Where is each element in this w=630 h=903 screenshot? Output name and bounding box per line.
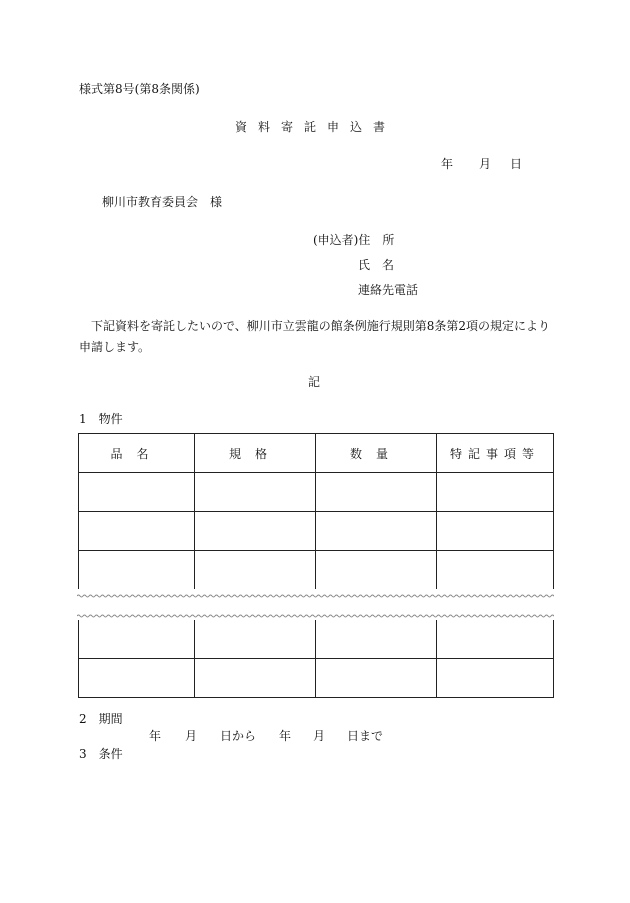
table-cell[interactable]: [437, 473, 554, 512]
table-cell[interactable]: [195, 620, 316, 659]
header-quantity: 数量: [316, 434, 437, 473]
period-to-day: 日まで: [347, 729, 384, 743]
table-row: [79, 473, 554, 512]
table-cell[interactable]: [195, 473, 316, 512]
section-3-heading: 3 条件: [79, 747, 123, 761]
table-cell[interactable]: [437, 512, 554, 551]
table-cell[interactable]: [79, 620, 195, 659]
table-cell[interactable]: [316, 620, 437, 659]
applicant-address-label: (申込者)住 所: [313, 233, 395, 247]
table-cell[interactable]: [316, 551, 437, 590]
table-row: [79, 551, 554, 590]
table-row: [79, 620, 554, 659]
date-day: 日: [510, 157, 523, 171]
header-item-name: 品名: [79, 434, 195, 473]
table-cell[interactable]: [316, 473, 437, 512]
document-title: 資料寄託申込書: [235, 120, 397, 134]
items-table-top: [78, 433, 554, 589]
header-remarks: 特記事項等: [437, 434, 554, 473]
period-to-month: 月: [313, 729, 326, 743]
table-header-row: [79, 434, 554, 473]
section-2-heading: 2 期間: [79, 712, 123, 726]
table-cell[interactable]: [195, 512, 316, 551]
period-from-month: 月: [185, 729, 198, 743]
table-cell[interactable]: [437, 659, 554, 698]
items-table-bottom: [78, 620, 554, 698]
period-from-year: 年: [149, 729, 162, 743]
ki-heading: 記: [308, 375, 321, 389]
table-break-wave: [77, 591, 554, 619]
section-1-heading: 1 物件: [79, 412, 123, 426]
period-to-year: 年: [279, 729, 292, 743]
recipient: 柳川市教育委員会 様: [102, 195, 223, 209]
applicant-phone-label: 連絡先電話: [358, 283, 419, 297]
date-month: 月: [479, 157, 492, 171]
body-text: 下記資料を寄託したいので、柳川市立雲龍の館条例施行規則第8条第2項の規定により申請します。: [79, 319, 551, 354]
table-cell[interactable]: [79, 551, 195, 590]
table-cell[interactable]: [195, 659, 316, 698]
date-year: 年: [441, 157, 454, 171]
table-cell[interactable]: [195, 551, 316, 590]
table-cell[interactable]: [79, 473, 195, 512]
table-row: [79, 659, 554, 698]
table-cell[interactable]: [79, 512, 195, 551]
table-cell[interactable]: [437, 551, 554, 590]
period-from-day: 日から: [220, 729, 257, 743]
table-cell[interactable]: [316, 659, 437, 698]
form-number: 様式第8号(第8条関係): [79, 82, 200, 96]
table-cell[interactable]: [437, 620, 554, 659]
applicant-name-label: 氏 名: [358, 258, 395, 272]
table-cell[interactable]: [316, 512, 437, 551]
table-row: [79, 512, 554, 551]
table-cell[interactable]: [79, 659, 195, 698]
header-spec: 規格: [195, 434, 316, 473]
